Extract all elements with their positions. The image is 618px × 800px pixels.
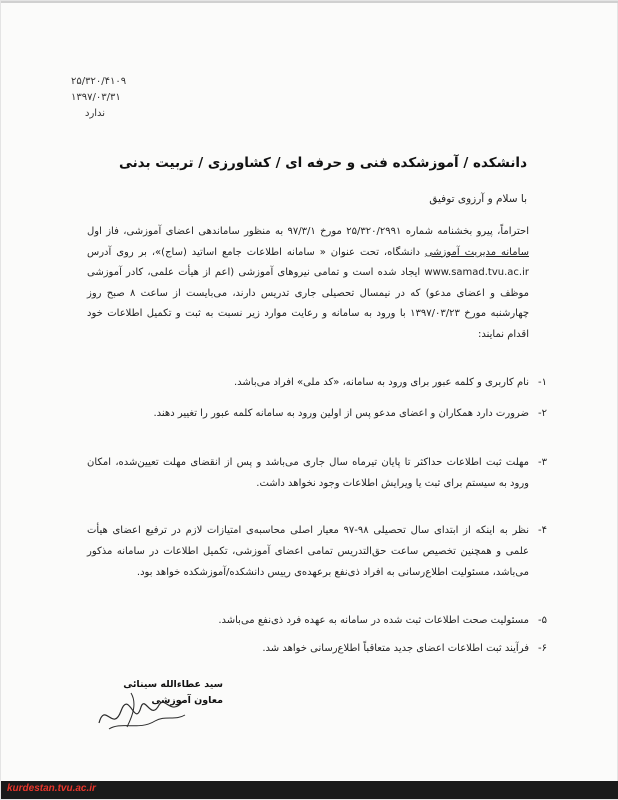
letter-title: دانشکده / آموزشکده فنی و حرفه ای / کشاورزی / تربیت بدنی: [118, 155, 527, 171]
intro-paragraph: [87, 222, 529, 345]
list-item: [87, 610, 547, 631]
system-name: سامانه مدیریت آموزشی: [424, 246, 529, 258]
list-item-text: ضرورت دارد همکاران و اعضای مدعو پس از اولین ورود به سامانه کلمه عبور را تغییر دهند.: [153, 408, 529, 419]
footer-site-link[interactable]: kurdestan.tvu.ac.ir: [7, 783, 96, 794]
intro-part-2: دانشگاه، تحت عنوان « سامانه اطلاعات جامع اساتید (ساج)»، بر روی آدرس www.samad.tvu.ac.ir ایجاد شده است و تمامی نیروهای آموزشی (اعم از هیأت علمی، کادر آموزشی موظف و اعضای مدعو) که در نیمسال تحصیلی جاری تدریس دارند، می‌بایست از ساعت ۸ صبح روز چهارشنبه مورخ ۱۳۹۷/۰۳/۲۳ با ورود به سامانه و رعایت موارد زیر نسبت به ثبت و تکمیل اطلاعات خود اقدام نمایند:: [87, 246, 529, 340]
list-item-text: نظر به اینکه از ابتدای سال تحصیلی ۹۸-۹۷ معیار اصلی محاسبه‌ی امتیازات لازم در ترفیع اعضای هیأت علمی و همچنین تخصیص ساعت حق‌التدریس تمامی اعضای آموزشی، تکمیل اطلاعات در سامانه مذکور می‌باشد، مسئولیت اطلاع‌رسانی به افراد ذی‌نفع برعهده‌ی رییس دانشکده/آموزشکده خواهد بود.: [87, 525, 529, 578]
list-item: [87, 638, 547, 659]
list-item-text: مهلت ثبت اطلاعات حداکثر تا پایان تیرماه سال جاری می‌باشد و پس از انقضای مهلت تعیین‌شده، امکان ورود به سیستم برای ثبت یا ویرایش اطلاعات وجود نخواهد داشت.: [87, 457, 529, 489]
list-item: [87, 372, 547, 393]
list-item-number: ۵-: [538, 615, 547, 626]
list-item-text: نام کاربری و کلمه عبور برای ورود به سامانه، «کد ملی» افراد می‌باشد.: [233, 377, 529, 388]
list-item: [87, 403, 547, 424]
list-item: [87, 452, 547, 494]
list-item-number: ۲-: [538, 408, 547, 419]
handwritten-signature: [91, 681, 191, 741]
list-item: [87, 520, 547, 583]
top-border: [1, 1, 618, 3]
signatory-name: سید عطاءالله سینائی: [123, 679, 223, 690]
letter-meta: [71, 75, 151, 123]
list-item-number: ۳-: [538, 457, 547, 468]
intro-part-1: احتراماً، پیرو بخشنامه شماره ۲۵/۳۲۰/۲۹۹۱ مورخ ۹۷/۳/۱ به منظور ساماندهی اعضای آموزشی، فاز اول: [87, 226, 530, 237]
list-item-text: فرآیند ثبت اطلاعات اعضای جدید متعاقباً اطلاع‌رسانی خواهد شد.: [262, 643, 529, 654]
letter-attachment: ندارد: [85, 108, 106, 119]
list-item-number: ۱-: [538, 377, 547, 388]
signatory-role: معاون آموزشی: [151, 695, 223, 706]
list-item-number: ۶-: [538, 643, 547, 654]
letter-date: ۱۳۹۷/۰۳/۳۱: [71, 92, 121, 103]
list-item-number: ۴-: [538, 525, 547, 536]
greeting: با سلام و آرزوی توفیق: [429, 193, 527, 205]
list-item-text: مسئولیت صحت اطلاعات ثبت شده در سامانه به عهده فرد ذی‌نفع می‌باشد.: [218, 615, 529, 626]
letter-number: ۲۵/۳۲۰/۴۱۰۹: [71, 76, 127, 87]
footer-bar: [1, 781, 618, 799]
